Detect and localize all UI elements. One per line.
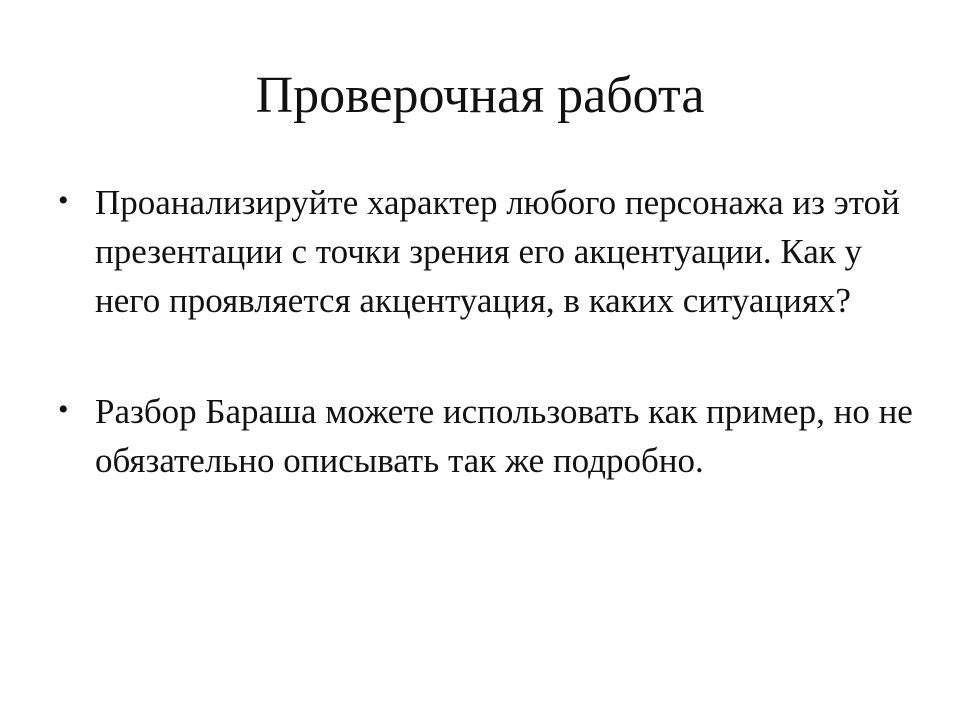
bullet-list — [55, 178, 915, 485]
bullet-item-analyze — [55, 178, 915, 325]
bullet-dot-icon: • — [58, 393, 69, 426]
bullet-item-example — [55, 387, 915, 485]
bullet-text: Разбор Бараша можете использовать как пример, но не обязательно описывать так же подробно. — [95, 392, 913, 480]
bullet-text: Проанализируйте характер любого персонажа из этой презентации с точки зрения его акцентуации. Как у него проявляется акцентуация, в каких ситуациях? — [95, 183, 900, 320]
bullet-dot-icon: • — [58, 184, 69, 217]
slide-title: Проверочная работа — [255, 67, 705, 124]
